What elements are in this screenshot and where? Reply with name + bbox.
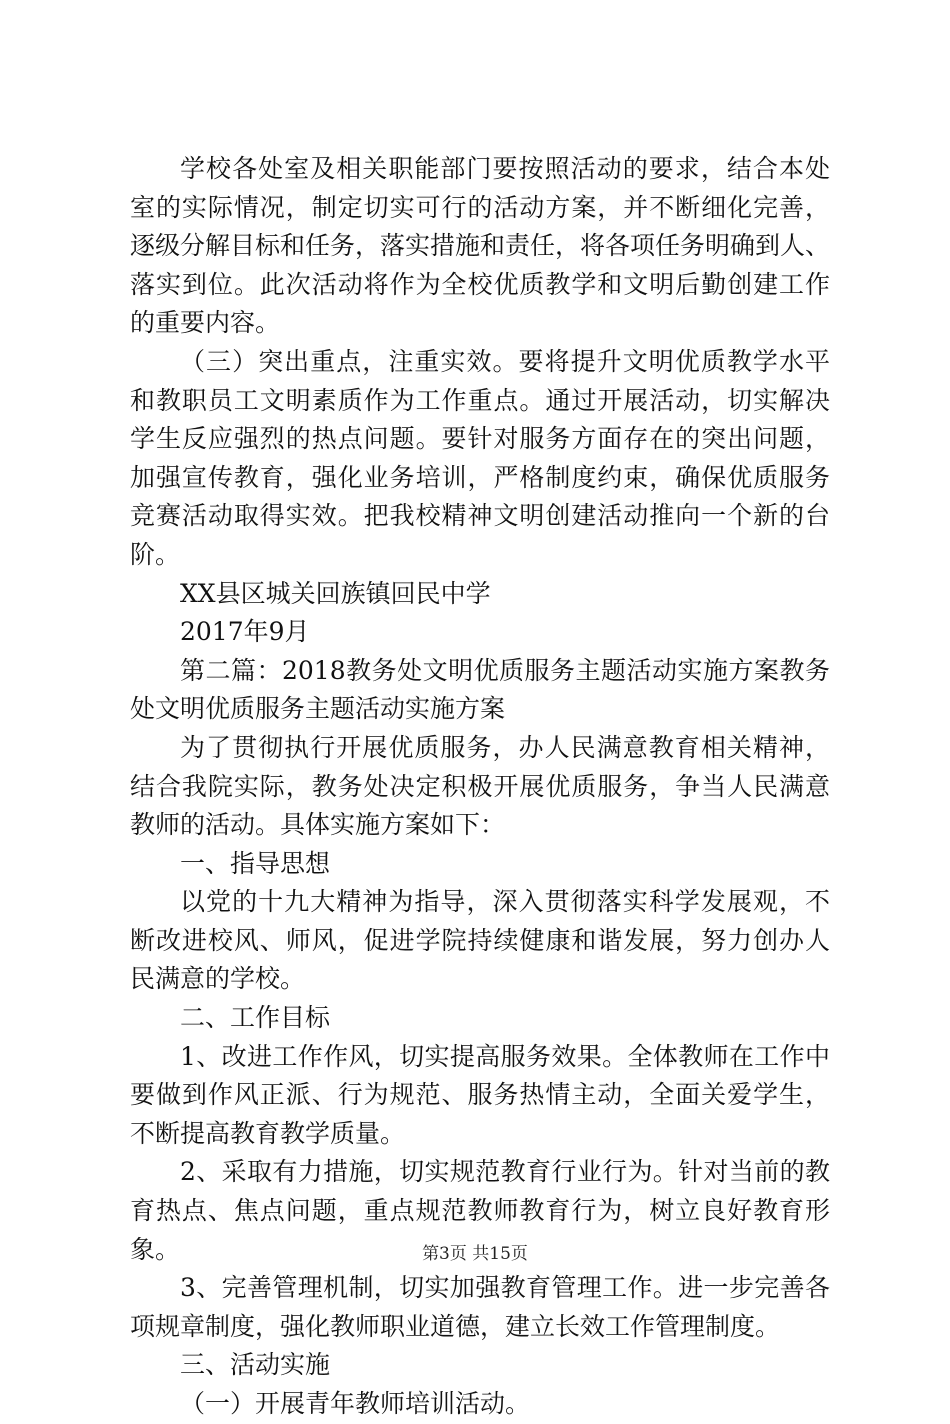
- text-line: 第二篇：2018教务处文明优质服务主题活动实施方案教务: [180, 655, 830, 685]
- text-line: 要做到作风正派、行为规范、服务热情主动，全面关爱学生，: [130, 1080, 830, 1110]
- text-line: 结合我院实际，教务处决定积极开展优质服务，争当人民满意: [130, 771, 830, 801]
- text-line: 断改进校风、师风，促进学院持续健康和谐发展，努力创办人: [130, 925, 830, 955]
- text-line: 为了贯彻执行开展优质服务，办人民满意教育相关精神，: [180, 732, 830, 762]
- text-line: （一）开展青年教师培训活动。: [180, 1389, 531, 1418]
- text-line: 育热点、焦点问题，重点规范教师教育行为，树立良好教育形: [130, 1196, 830, 1226]
- text-line: 学校各处室及相关职能部门要按照活动的要求，结合本处: [180, 154, 830, 183]
- text-line: 以党的十九大精神为指导，深入贯彻落实科学发展观，不: [180, 887, 830, 917]
- text-line: 学生反应强烈的热点问题。要针对服务方面存在的突出问题，: [130, 424, 830, 454]
- text-line: 一、指导思想: [180, 848, 331, 878]
- text-line: 2017年9月: [180, 617, 310, 647]
- text-line: 二、工作目标: [180, 1003, 331, 1033]
- text-line: 不断提高教育教学质量。: [130, 1118, 406, 1148]
- text-line: 落实到位。此次活动将作为全校优质教学和文明后勤创建工作: [130, 269, 830, 299]
- text-line: 室的实际情况，制定切实可行的活动方案，并不断细化完善，: [130, 192, 830, 222]
- text-line: 三、活动实施: [180, 1350, 331, 1380]
- document-body: [130, 150, 830, 1424]
- text-line: 竞赛活动取得实效。把我校精神文明创建活动推向一个新的台: [130, 501, 830, 531]
- text-line: 和教职员工文明素质作为工作重点。通过开展活动，切实解决: [130, 385, 830, 415]
- text-line: （三）突出重点，注重实效。要将提升文明优质教学水平: [180, 346, 830, 376]
- text-line: 阶。: [130, 539, 181, 569]
- text-line: 项规章制度，强化教师职业道德，建立长效工作管理制度。: [130, 1311, 781, 1341]
- text-line: 1、改进工作作风，切实提高服务效果。全体教师在工作中: [180, 1041, 830, 1071]
- text-line: 加强宣传教育，强化业务培训，严格制度约束，确保优质服务: [130, 462, 830, 492]
- text-line: 象。: [130, 1234, 181, 1264]
- text-line: 3、完善管理机制，切实加强教育管理工作。进一步完善各: [180, 1273, 830, 1303]
- text-line: 教师的活动。具体实施方案如下：: [130, 810, 506, 840]
- page-footer: 第3页 共15页: [422, 1244, 528, 1264]
- text-line: 2、采取有力措施，切实规范教育行业行为。针对当前的教: [180, 1157, 830, 1187]
- text-line: 的重要内容。: [130, 308, 281, 338]
- text-line: 民满意的学校。: [130, 964, 306, 994]
- text-line: 逐级分解目标和任务，落实措施和责任，将各项任务明确到人、: [130, 231, 830, 261]
- text-line: XX县区城关回族镇回民中学: [180, 578, 491, 608]
- text-line: 处文明优质服务主题活动实施方案: [130, 694, 506, 724]
